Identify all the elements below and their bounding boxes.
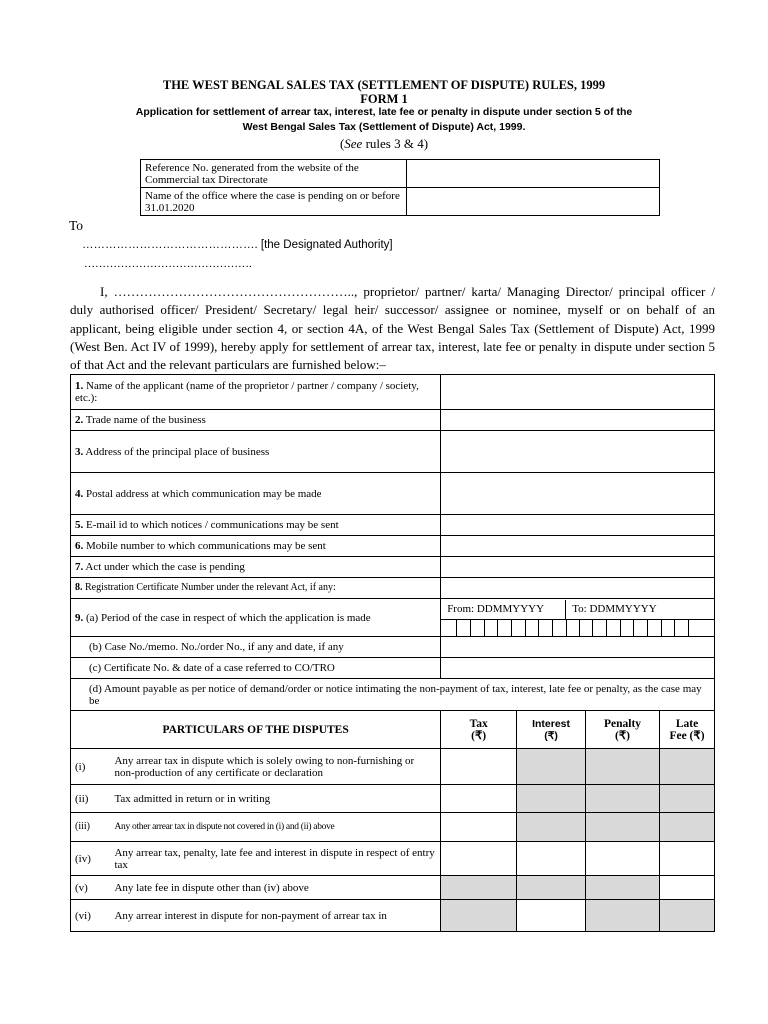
late-fee-cell [660, 900, 715, 932]
principal-address-field[interactable] [441, 431, 715, 473]
period-cell [441, 599, 715, 637]
interest-cell [517, 749, 586, 785]
late-fee-cell [660, 813, 715, 842]
penalty-cell[interactable] [586, 842, 660, 876]
postal-address-field[interactable] [441, 473, 715, 515]
interest-cell [517, 876, 586, 900]
reference-no-label: Reference No. generated from the website of the Commercial tax Directorate [141, 160, 407, 188]
penalty-cell [586, 785, 660, 813]
form-subtitle-line1: Application for settlement of arrear tax, interest, late fee or penalty in dispute under section 5 of the [135, 106, 633, 118]
tax-cell[interactable] [441, 813, 517, 842]
row-text: Any late fee in dispute other than (iv) above [110, 876, 440, 900]
item-1-label: 1. Name of the applicant (name of the proprietor / partner / company / society, etc.): [71, 375, 441, 410]
declaration-paragraph: I, ……………………………………………….., proprietor/ partner/ karta/ Managing Director/ principal officer / duly authorised officer/ President/ Secretary/ legal heir/ successor/ assignee or nominee, myself or on behalf of an applicant, being eligible under section 4, or section 4A, of the West Bengal Sales Tax (Settlement of Dispute) Act, 1999 (West Ben. Act IV of 1999), hereby apply for settlement of arrear tax, interest, late fee or penalty in dispute under section 5 of that Act and the relevant particulars are furnished below:– [70, 284, 715, 373]
see-rules: (See rules 3 & 4) [339, 136, 429, 151]
disputes-heading: PARTICULARS OF THE DISPUTES [71, 711, 441, 749]
col-tax: Tax (₹) [441, 711, 517, 749]
row-num: (iii) [71, 813, 111, 842]
interest-cell[interactable] [517, 842, 586, 876]
tax-cell [441, 876, 517, 900]
late-fee-cell[interactable] [660, 876, 715, 900]
applicant-name-field[interactable] [441, 375, 715, 410]
row-text: Any other arrear tax in dispute not covered in (i) and (ii) above [110, 813, 440, 842]
interest-cell [517, 813, 586, 842]
item-9c-label: (c) Certificate No. & date of a case referred to CO/TRO [71, 658, 441, 679]
item-6-label: 6. Mobile number to which communications may be sent [71, 536, 441, 557]
to-label: To [69, 218, 84, 233]
item-4-label: 4. Postal address at which communication may be made [71, 473, 441, 515]
act-field[interactable] [441, 557, 715, 578]
designated-authority-line[interactable]: ………………………………………. [the Designated Authority] [82, 239, 393, 251]
to-date-label: To: DDMMYYYY [572, 602, 657, 615]
form-title: THE WEST BENGAL SALES TAX (SETTLEMENT OF DISPUTE) RULES, 1999 [162, 78, 606, 92]
row-text: Any arrear tax, penalty, late fee and interest in dispute in respect of entry tax [110, 842, 440, 876]
row-num: (ii) [71, 785, 111, 813]
tax-cell [441, 900, 517, 932]
item-3-label: 3. Address of the principal place of business [71, 431, 441, 473]
penalty-cell [586, 749, 660, 785]
office-name-label: Name of the office where the case is pending on or before 31.01.2020 [141, 188, 407, 216]
row-num: (v) [71, 876, 111, 900]
col-interest: Interest (₹) [517, 711, 586, 749]
item-7-label: 7. Act under which the case is pending [71, 557, 441, 578]
address-line[interactable]: ………………………………………. [84, 258, 252, 270]
penalty-cell [586, 876, 660, 900]
row-text: Tax admitted in return or in writing [110, 785, 440, 813]
tax-cell[interactable] [441, 749, 517, 785]
item-9d-label: (d) Amount payable as per notice of demand/order or notice intimating the non-payment of tax, interest, late fee or penalty, as the case may be [71, 679, 715, 711]
item-9a-label: 9. (a) Period of the case in respect of which the application is made [71, 599, 441, 637]
row-text: Any arrear interest in dispute for non-payment of arrear tax in [110, 900, 440, 932]
row-num: (iv) [71, 842, 111, 876]
tax-cell[interactable] [441, 842, 517, 876]
registration-number-field[interactable] [441, 578, 715, 599]
interest-cell [517, 785, 586, 813]
item-2-label: 2. Trade name of the business [71, 410, 441, 431]
col-late-fee: Late Fee (₹) [660, 711, 715, 749]
penalty-cell [586, 900, 660, 932]
form-subtitle-line2: West Bengal Sales Tax (Settlement of Dispute) Act, 1999. [242, 121, 526, 133]
trade-name-field[interactable] [441, 410, 715, 431]
row-num: (i) [71, 749, 111, 785]
interest-cell[interactable] [517, 900, 586, 932]
late-fee-cell [660, 749, 715, 785]
col-penalty: Penalty (₹) [586, 711, 660, 749]
late-fee-cell [660, 785, 715, 813]
mobile-field[interactable] [441, 536, 715, 557]
email-field[interactable] [441, 515, 715, 536]
penalty-cell [586, 813, 660, 842]
reference-table [140, 159, 660, 216]
date-digit-boxes[interactable] [441, 620, 714, 636]
item-8-label: 8. Registration Certificate Number under the relevant Act, if any: [71, 578, 441, 599]
item-9b-label: (b) Case No./memo. No./order No., if any and date, if any [71, 637, 441, 658]
from-date-label: From: DDMMYYYY [441, 600, 566, 619]
item-5-label: 5. E-mail id to which notices / communications may be sent [71, 515, 441, 536]
row-text: Any arrear tax in dispute which is solely owing to non-furnishing or non-production of any certificate or declaration [110, 749, 440, 785]
certificate-no-field[interactable] [441, 658, 715, 679]
late-fee-cell[interactable] [660, 842, 715, 876]
tax-cell[interactable] [441, 785, 517, 813]
form-number: FORM 1 [360, 92, 408, 106]
office-name-field[interactable] [407, 188, 660, 216]
reference-no-field[interactable] [407, 160, 660, 188]
row-num: (vi) [71, 900, 111, 932]
particulars-table [70, 374, 715, 932]
case-no-field[interactable] [441, 637, 715, 658]
